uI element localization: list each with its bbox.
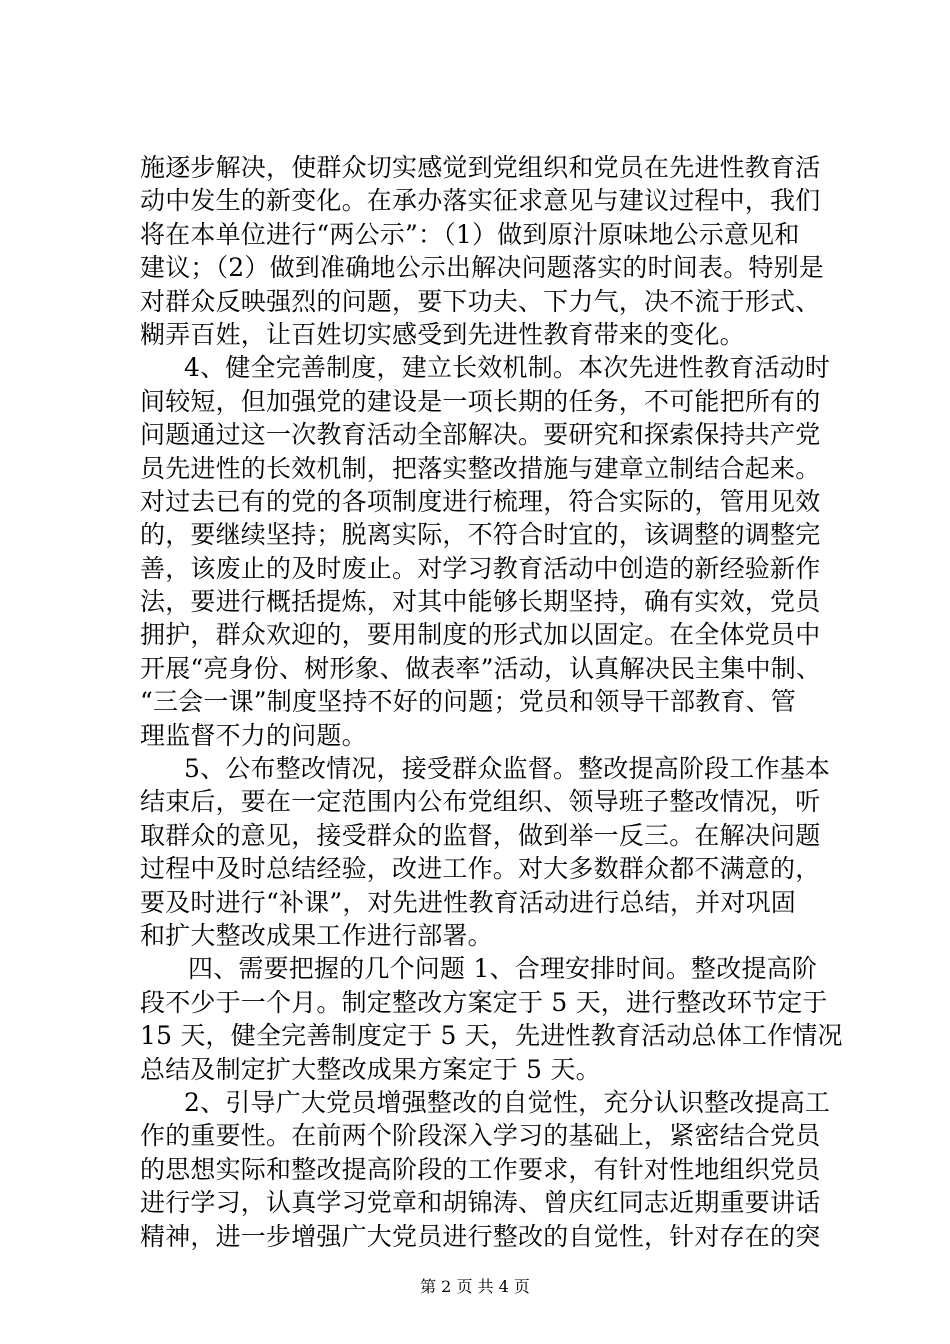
text-line: 建议；（2）做到准确地公示出解决问题落实的时间表。特别是 xyxy=(140,253,825,283)
text-line: 开展“亮身份、树形象、做表率”活动，认真解决民主集中制、 xyxy=(140,653,822,683)
text-line: 精神，进一步增强广大党员进行整改的自觉性，针对存在的突 xyxy=(140,1221,821,1251)
text-line: 结束后，要在一定范围内公布党组织、领导班子整改情况，听 xyxy=(140,787,821,817)
text-line: 总结及制定扩大整改成果方案定于 5 天。 xyxy=(140,1054,601,1084)
text-line: 员先进性的长效机制，把落实整改措施与建章立制结合起来。 xyxy=(140,453,821,483)
text-line: 对群众反映强烈的问题，要下功夫、下力气，决不流于形式、 xyxy=(140,286,821,316)
text-line: 进行学习，认真学习党章和胡锦涛、曾庆红同志近期重要讲话 xyxy=(140,1188,821,1218)
text-line: 间较短，但加强党的建设是一项长期的任务，不可能把所有的 xyxy=(140,386,821,416)
text-line: 取群众的意见，接受群众的监督，做到举一反三。在解决问题 xyxy=(140,820,821,850)
text-line: 理监督不力的问题。 xyxy=(140,720,367,750)
page-number-footer: 第 2 页 共 4 页 xyxy=(420,1277,530,1296)
text-line: 要及时进行“补课”，对先进性教育活动进行总结，并对巩固 xyxy=(140,887,796,917)
text-line: 法，要进行概括提炼，对其中能够长期坚持，确有实效，党员 xyxy=(140,587,821,617)
text-line: 四、需要把握的几个问题 1、合理安排时间。整改提高阶 xyxy=(188,954,818,984)
text-line: 动中发生的新变化。在承办落实征求意见与建议过程中，我们 xyxy=(140,186,821,216)
text-line: 糊弄百姓，让百姓切实感受到先进性教育带来的变化。 xyxy=(140,319,745,349)
text-line: 的，要继续坚持；脱离实际，不符合时宜的，该调整的调整完 xyxy=(140,520,821,550)
text-line: 对过去已有的党的各项制度进行梳理，符合实际的，管用见效 xyxy=(140,486,821,516)
text-line: 拥护，群众欢迎的，要用制度的形式加以固定。在全体党员中 xyxy=(140,620,821,650)
text-line: 问题通过这一次教育活动全部解决。要研究和探索保持共产党 xyxy=(140,420,821,450)
text-line: 的思想实际和整改提高阶段的工作要求，有针对性地组织党员 xyxy=(140,1154,821,1184)
text-line: 施逐步解决，使群众切实感觉到党组织和党员在先进性教育活 xyxy=(140,153,821,182)
text-line: 5、公布整改情况，接受群众监督。整改提高阶段工作基本 xyxy=(184,754,831,784)
text-line: 段不少于一个月。制定整改方案定于 5 天，进行整改环节定于 xyxy=(140,987,828,1017)
text-line: 2、引导广大党员增强整改的自觉性，充分认识整改提高工 xyxy=(184,1087,831,1117)
text-line: “三会一课”制度坚持不好的问题；党员和领导干部教育、管 xyxy=(140,687,796,717)
text-line: 15 天，健全完善制度定于 5 天，先进性教育活动总体工作情况 xyxy=(140,1021,843,1051)
text-line: 和扩大整改成果工作进行部署。 xyxy=(140,920,493,950)
text-line: 作的重要性。在前两个阶段深入学习的基础上，紧密结合党员 xyxy=(140,1121,821,1151)
document-body xyxy=(140,151,843,1253)
text-line: 过程中及时总结经验，改进工作。对大多数群众都不满意的， xyxy=(140,854,821,884)
text-line: 善，该废止的及时废止。对学习教育活动中创造的新经验新作 xyxy=(140,553,821,583)
text-line: 4、健全完善制度，建立长效机制。本次先进性教育活动时 xyxy=(184,353,831,383)
text-line: 将在本单位进行“两公示”：（1）做到原汁原味地公示意见和 xyxy=(140,219,800,249)
